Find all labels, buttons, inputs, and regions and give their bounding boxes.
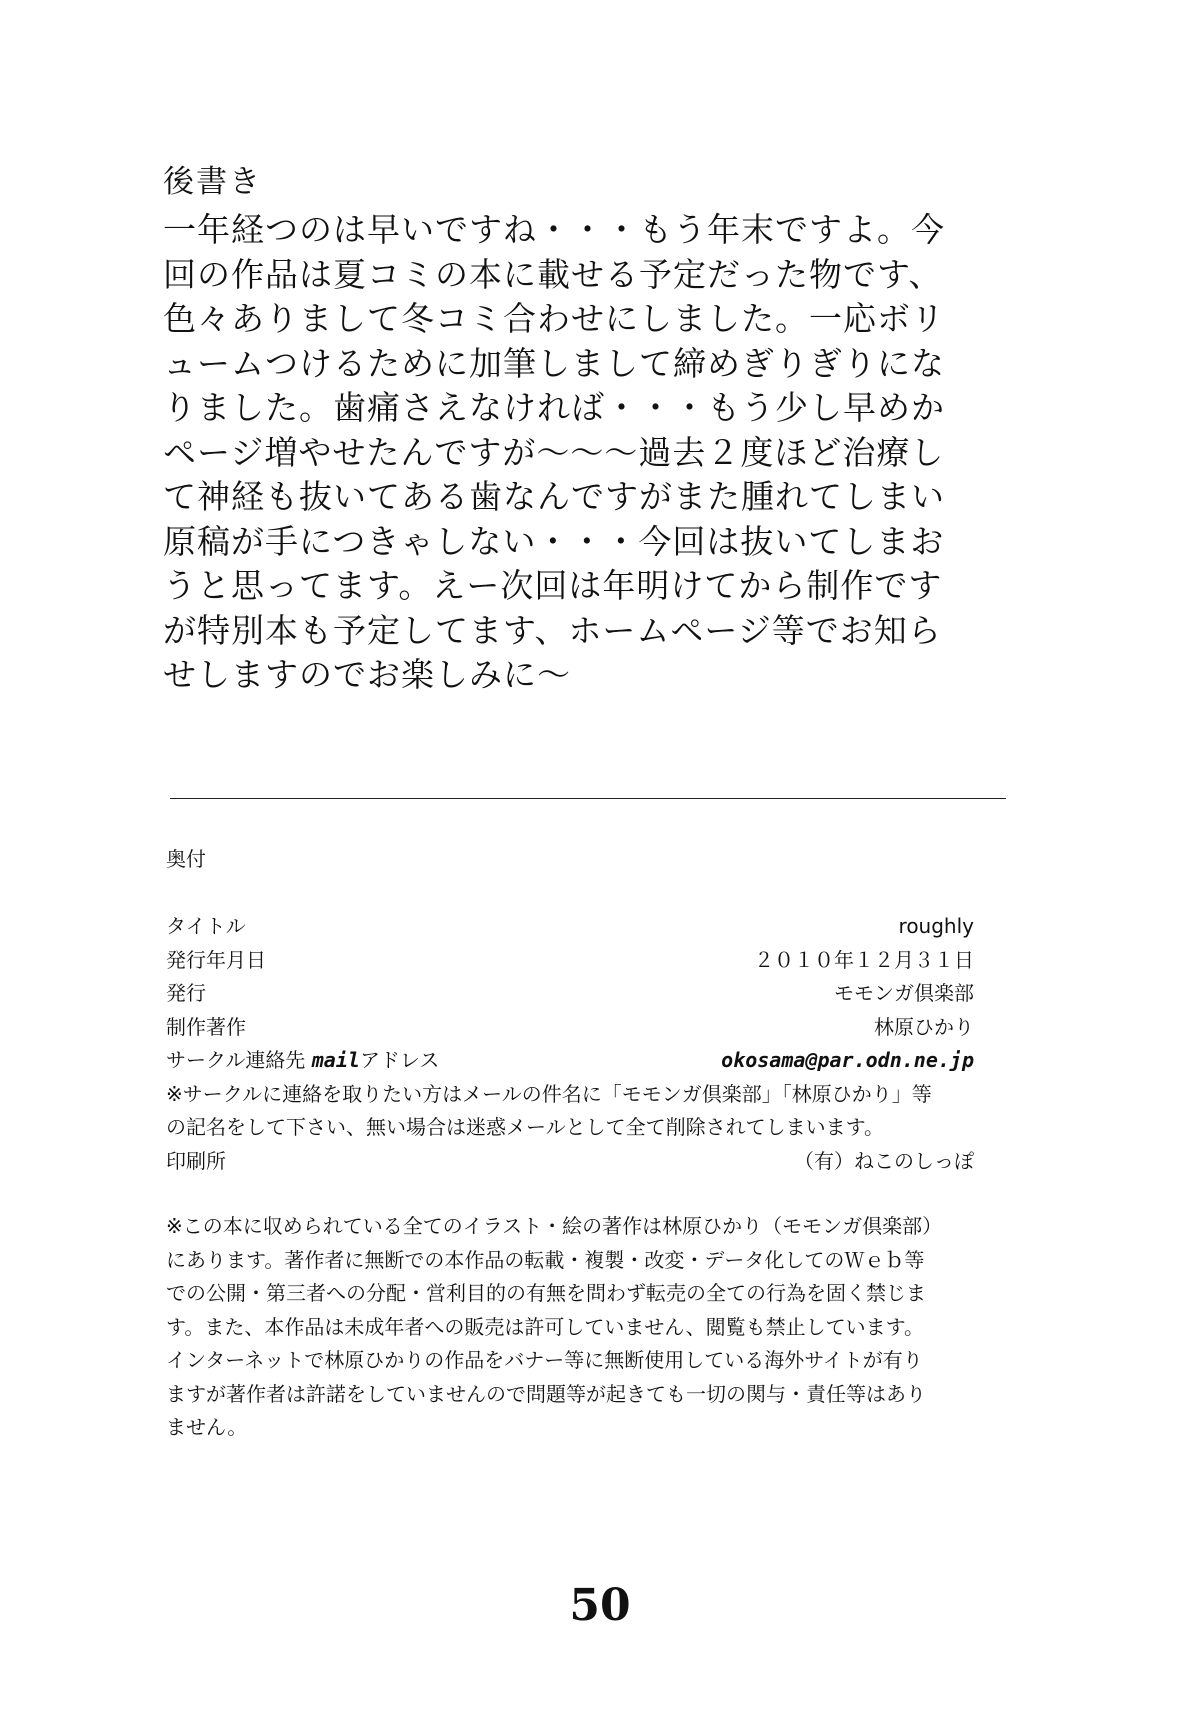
date-value: ２０１０年１２月３１日 — [754, 947, 974, 972]
copyright-line: インターネットで林原ひかりの作品をバナー等に無断使用している海外サイトが有り — [166, 1348, 923, 1372]
colophon-heading: 奥付 — [166, 847, 206, 871]
afterword-line: 回の作品は夏コミの本に載せる予定だった物です、 — [163, 254, 943, 294]
colophon-row-author — [166, 1011, 974, 1045]
colophon-row-date — [166, 944, 974, 978]
contact-label-prefix: サークル連絡先 — [166, 1048, 312, 1072]
copyright-line: にあります。著作者に無断での本作品の転載・複製・改変・データ化してのＷｅｂ等 — [166, 1247, 925, 1272]
copyright-line: ません。 — [166, 1415, 248, 1439]
afterword-line: ュームつけるために加筆しまして締めぎりぎりにな — [163, 343, 945, 383]
afterword-section — [163, 160, 1063, 698]
colophon-row-title — [166, 910, 974, 944]
afterword-line: て神経も抜いてある歯なんですがまた腫れてしまい — [163, 477, 945, 516]
contact-label-suffix: アドレス — [359, 1048, 440, 1072]
afterword-line: 一年経つのは早いですね・・・もう年末ですよ。今 — [163, 210, 945, 249]
colophon-section — [166, 910, 974, 1178]
afterword-line: が特別本も予定してます、ホームページ等でお知ら — [163, 610, 942, 650]
title-label: タイトル — [166, 914, 246, 938]
copyright-line: ますが著作者は許諾をしていませんので問題等が起きても一切の関与・責任等はあり — [166, 1381, 926, 1406]
afterword-title: 後書き — [163, 164, 262, 200]
printer-label: 印刷所 — [166, 1148, 226, 1173]
afterword-line: 色々ありまして冬コミ合わせにしました。一応ボリ — [163, 299, 945, 338]
afterword-line: うと思ってます。えー次回は年明けてから制作です — [163, 566, 943, 605]
publisher-value: モモンガ倶楽部 — [834, 981, 974, 1005]
contact-label — [166, 1044, 439, 1078]
contact-label-mail: mail — [311, 1048, 360, 1072]
page-number: 50 — [569, 1580, 631, 1631]
author-value: 林原ひかり — [874, 1014, 974, 1039]
publisher-label: 発行 — [166, 981, 206, 1005]
section-divider — [170, 798, 1006, 799]
copyright-notice — [166, 1210, 1046, 1445]
copyright-line: ※この本に収められている全てのイラスト・絵の著作は林原ひかり（モモンガ倶楽部） — [166, 1214, 943, 1238]
copyright-line: での公開・第三者への分配・営利目的の有無を問わず転売の全ての行為を固く禁じま — [166, 1281, 926, 1305]
printer-value: （有）ねこのしっぽ — [794, 1148, 974, 1173]
afterword-line: せしますのでお楽しみに〜 — [163, 655, 571, 694]
contact-email[interactable]: okosama@par.odn.ne.jp — [721, 1048, 974, 1072]
author-label: 制作著作 — [166, 1014, 246, 1039]
afterword-line: りました。歯痛さえなければ・・・もう少し早めか — [163, 388, 945, 427]
afterword-line: ページ増やせたんですが〜〜〜過去２度ほど治療し — [163, 432, 945, 472]
title-value: roughly — [898, 914, 974, 938]
colophon-row-printer — [166, 1145, 974, 1179]
date-label: 発行年月日 — [166, 947, 266, 972]
contact-note-line: ※サークルに連絡を取りたい方はメールの件名に「モモンガ倶楽部」「林原ひかり」等 — [166, 1081, 932, 1106]
copyright-line: す。また、本作品は未成年者への販売は許可していません、閲覧も禁止しています。 — [166, 1314, 924, 1339]
afterword-line: 原稿が手につきゃしない・・・今回は抜いてしまお — [163, 521, 945, 561]
colophon-row-contact — [166, 1044, 974, 1078]
contact-note-line: の記名をして下さい、無い場合は迷惑メールとして全て削除されてしまいます。 — [166, 1115, 884, 1139]
colophon-row-publisher — [166, 977, 974, 1011]
